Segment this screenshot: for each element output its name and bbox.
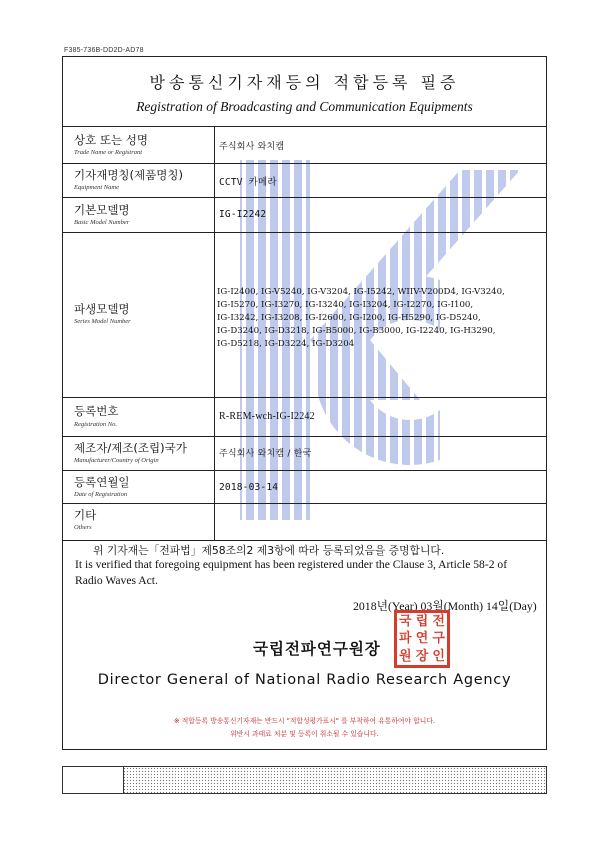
manufacturer-value: 주식회사 와치캠 / 한국 [219,449,312,459]
seal-char: 연 [415,631,429,647]
trade-name-value: 주식회사 와치캠 [219,142,285,152]
series-model-line: IG-I5270, IG-I3270, IG-I3240, IG-I3204, IG-I2270, IG-I100, [217,300,474,311]
row-divider [62,503,547,504]
basic-model-label-en: Basic Model Number [74,219,130,226]
statement-english: It is verified that foregoing equipment has been registered under the Clause 3, Article 58-2 of Radio Waves Act. [75,558,508,587]
series-model-line: IG-I3242, IG-I3208, IG-I2600, IG-I200, IG-H5290, IG-D5240, [217,313,481,324]
table-column-divider [214,126,215,540]
series-model-label-en: Series Model Number [74,318,131,325]
seal-char: 장 [415,648,429,664]
series-model-line: IG-I2400, IG-V5240, IG-V3204, IG-I5242, WIIV-V200D4, IG-V3240, [217,287,505,297]
seal-char: 구 [432,631,445,647]
date-of-registration-label: 등록연월일 [74,475,130,489]
row-divider [62,470,547,471]
seal-char: 인 [432,648,445,664]
manufacturer-label-en: Manufacturer/Country of Origin [74,457,159,464]
series-model-line: IG-D5218, IG-D3224, IG-D3204 [217,339,355,350]
issue-date: 2018년(Year) 03월(Month) 14일(Day) [353,599,537,613]
trade-name-label: 상호 또는 성명 [74,133,148,147]
seal-char: 국 [399,614,412,630]
document-code: F385-736B-DD2D-AD78 [64,47,144,54]
serial-box [63,767,124,793]
row-divider [62,436,547,437]
table-bottom-rule [62,540,547,541]
basic-model-value: IG-I2242 [219,209,267,220]
series-model-label: 파생모델명 [74,302,130,316]
registration-no-value: R-REM-wch-IG-I2242 [219,411,315,422]
seal-char: 파 [399,631,412,647]
issuer-korean: 국립전파연구원장 [253,640,381,658]
notice-line: ※ 적합등록 방송통신기자재는 반드시 "적합성평가표시" 를 부착하여 유통하여야 합니다. [173,717,436,725]
row-divider [62,197,547,198]
title-english: Registration of Broadcasting and Communication Equipments [136,99,473,114]
date-of-registration-label-en: Date of Registration [74,491,128,498]
registration-no-label: 등록번호 [74,404,119,418]
equipment-name-value: CCTV 카메라 [219,177,277,188]
equipment-name-label: 기자재명칭(제품명칭) [74,168,183,182]
series-model-list [217,286,545,351]
row-divider [62,397,547,398]
security-pattern-strip [62,766,547,794]
registration-no-label-en: Registration No. [74,421,117,428]
others-label-en: Others [74,524,92,531]
series-model-line: IG-D3240, IG-D3218, IG-B5000, IG-B3000, IG-I2240, IG-H3290, [217,326,496,337]
seal-char: 립 [415,614,429,630]
issuer-english: Director General of National Radio Research Agency [97,672,512,688]
date-of-registration-value: 2018-03-14 [219,482,279,493]
seal-char: 원 [399,648,412,664]
statement-korean: 위 기자재는「전파법」제58조의2 제3항에 따라 등록되었음을 증명합니다. [93,544,445,557]
notice-line: 위반시 과태료 처분 및 등록이 취소될 수 있습니다. [230,730,379,738]
official-seal [394,610,450,668]
row-divider [62,232,547,233]
seal-char: 전 [432,614,445,630]
title-korean: 방송통신기자재등의 적합등록 필증 [149,73,460,92]
table-top-rule [62,126,547,127]
others-label: 기타 [74,508,97,522]
equipment-name-label-en: Equipment Name [74,184,119,191]
row-divider [62,163,547,164]
manufacturer-label: 제조자/제조(조립)국가 [74,441,187,455]
trade-name-label-en: Trade Name or Registrant [74,149,143,156]
basic-model-label: 기본모델명 [74,203,130,217]
